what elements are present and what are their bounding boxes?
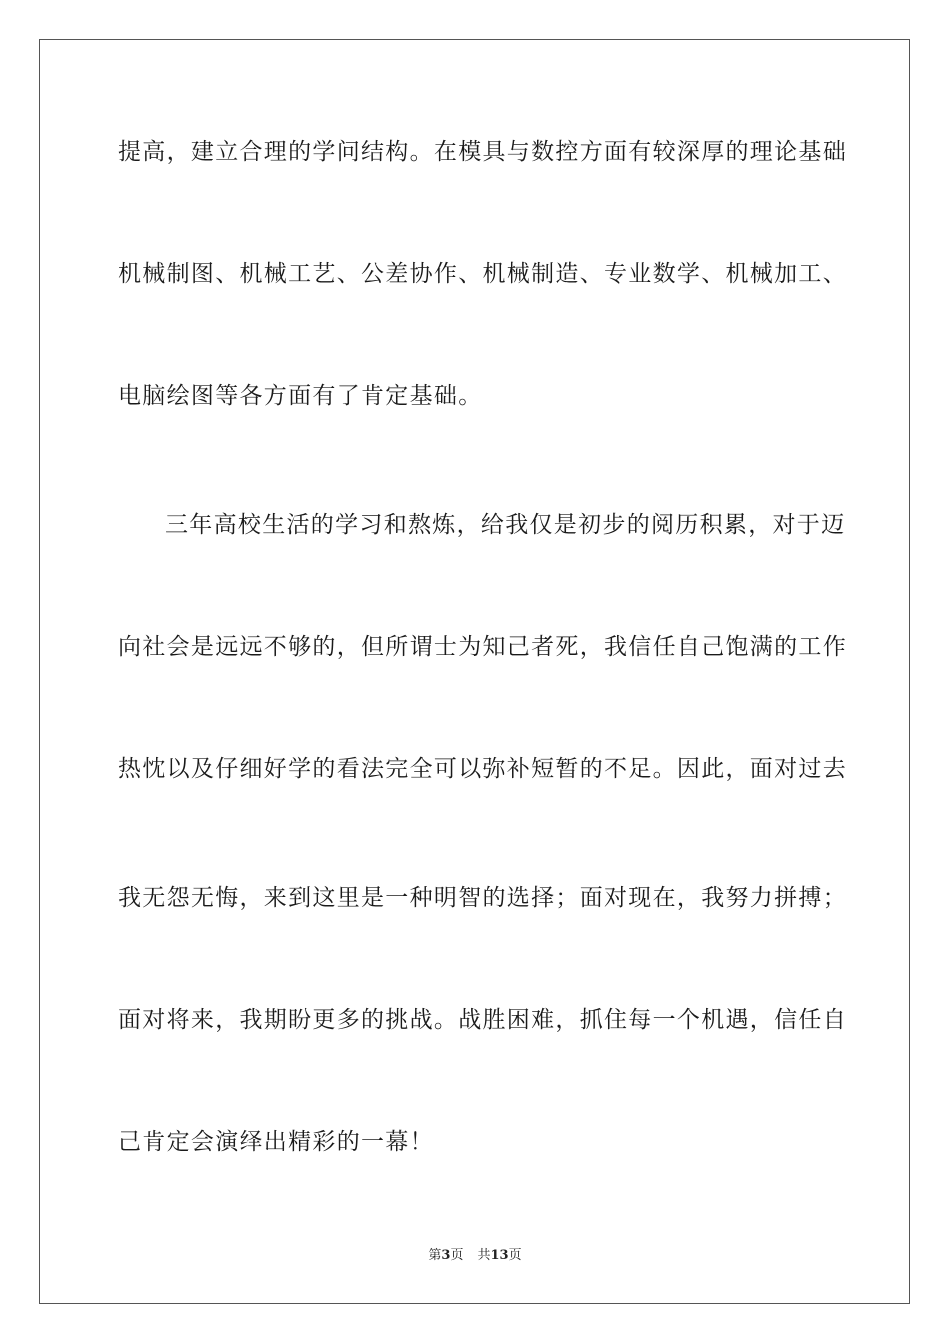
body-text-line: 机械制图、机械工艺、公差协作、机械制造、专业数学、机械加工、 (118, 261, 847, 287)
page-footer (0, 1247, 950, 1265)
page-border (39, 39, 910, 1304)
body-text-line: 电脑绘图等各方面有了肯定基础。 (118, 383, 483, 409)
page-total: 共13页 (477, 1248, 522, 1263)
body-text-line: 己肯定会演绎出精彩的一幕！ (118, 1129, 434, 1155)
body-text-line: 面对将来，我期盼更多的挑战。战胜困难，抓住每一个机遇，信任自 (118, 1007, 847, 1033)
body-text-line-indented: 三年高校生活的学习和熬炼，给我仅是初步的阅历积累，对于迈 (165, 512, 846, 538)
body-text-line: 我无怨无悔，来到这里是一种明智的选择；面对现在，我努力拼搏； (118, 885, 847, 911)
page-number: 第3页 (428, 1248, 464, 1263)
body-text-line: 向社会是远远不够的，但所谓士为知己者死，我信任自己饱满的工作 (118, 634, 847, 660)
body-text-line: 提高，建立合理的学问结构。在模具与数控方面有较深厚的理论基础 (118, 139, 847, 165)
body-text-line: 热忱以及仔细好学的看法完全可以弥补短暂的不足。因此，面对过去 (118, 756, 847, 782)
